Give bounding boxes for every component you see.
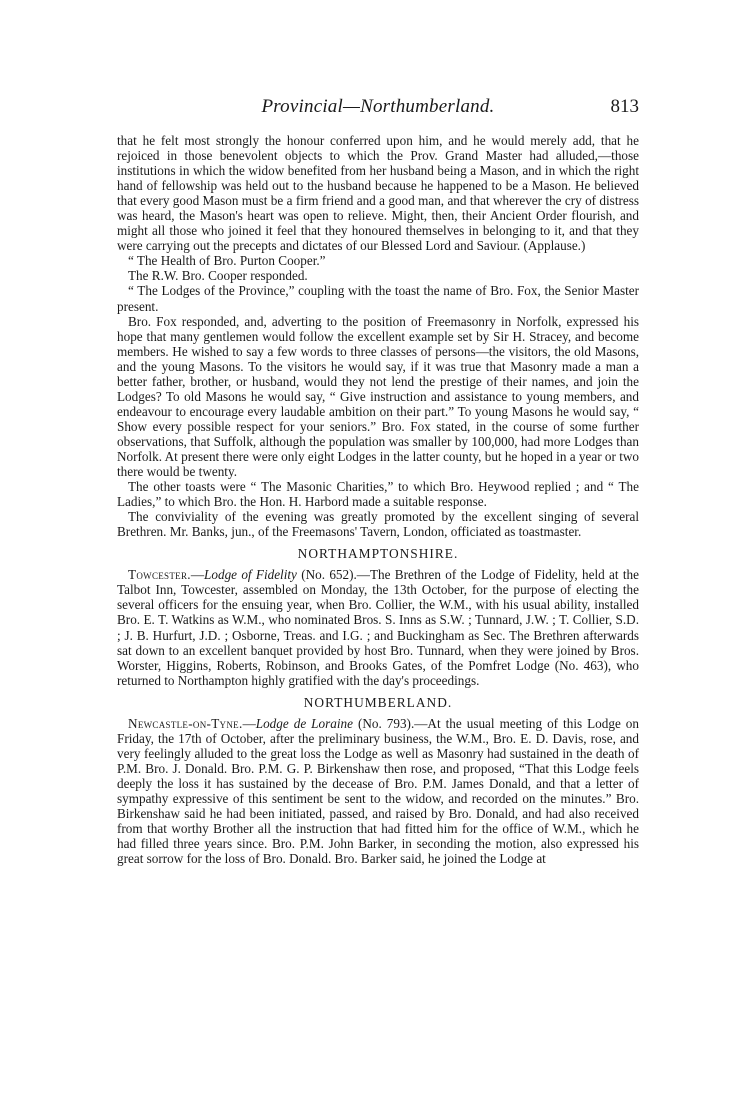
place-name: Towcester. bbox=[128, 567, 191, 583]
section-heading-northumberland: NORTHUMBERLAND. bbox=[303, 694, 453, 710]
paragraph: “ The Health of Bro. Purton Cooper.” bbox=[128, 253, 326, 269]
paragraph: The other toasts were “ The Masonic Charities,” to which Bro. Heywood replied ; and “ The Ladies,” to which Bro. the Hon. H. Harbord made a suitable response. bbox=[117, 479, 639, 510]
page-number: 813 bbox=[610, 96, 639, 117]
lodge-name: Lodge of Fidelity bbox=[204, 567, 297, 583]
paragraph-newcastle: Newcastle-on-Tyne.—Lodge de Loraine (No. 793).—At the usual meeting of this Lodge on Friday, the 17th of October, after the preliminary business, the W.M., Bro. E. D. Davis, rose, and very feelingly alluded to the great loss the Lodge as well as Masonry had sustained in the death of P.M. Bro. J. Donald. Bro. P.M. G. P. Birkenshaw then rose, and proposed, “That this Lodge feels deeply the loss it has sustained by the decease of Bro. P.M. James Donald, and that a letter of sympathy expressive of this sentiment be sent to the widow, and recorded on the minutes.” Bro. Birkenshaw said he had been initiated, passed, and raised by Bro. Donald, and had also received from that worthy Brother all the instruction that had fitted him for the office of W.M., which he had filled three years since. Bro. P.M. John Barker, in seconding the motion, also expressed his great sorrow for the loss of Bro. Donald. Bro. Barker said, he joined the Lodge at bbox=[117, 715, 639, 867]
paragraph: The conviviality of the evening was greatly promoted by the excellent singing of several Brethren. Mr. Banks, jun., of the Freemasons' Tavern, London, officiated as toastmaster. bbox=[117, 509, 639, 540]
paragraph: that he felt most strongly the honour conferred upon him, and he would merely add, that he rejoiced in those benevolent objects to which the Prov. Grand Master had alluded,—those institutions in which the widow benefited from her husband being a Mason, and in which the right hand of fellowship was held out to the husband because he happened to be a Mason. He believed that every good Mason must be a firm friend and a good man, and that wherever the cry of distress was heard, the Mason's heart was open to relieve. Might, then, their Ancient Order flourish, and might all those who joined it feel that they honoured themselves in belonging to it, and that they were carrying out the precepts and dictates of our Blessed Lord and Saviour. (Applause.) bbox=[117, 133, 639, 254]
paragraph-text: (No. 793).—At the usual meeting of this Lodge on Friday, the 17th of October, after the preliminary business, the W.M., Bro. E. D. Davis, rose, and very feelingly alluded to the great loss the Lodge as well as Masonry had sustained in the death of P.M. Bro. J. Donald. Bro. P.M. G. P. Birkenshaw then rose, and proposed, “That this Lodge feels deeply the loss it has sustained by the decease of Bro. P.M. James Donald, and that a letter of sympathy expressive of this sentiment be sent to the widow, and recorded on the minutes.” Bro. Birkenshaw said he had been initiated, passed, and raised by Bro. Donald, and had also received from that worthy Brother all the instruction that had fitted him for the office of W.M., which he had filled three years since. Bro. P.M. John Barker, in seconding the motion, also expressed his great sorrow for the loss of Bro. Donald. Bro. Barker said, he joined the Lodge at bbox=[117, 715, 639, 867]
paragraph: Bro. Fox responded, and, adverting to the position of Freemasonry in Norfolk, expressed his hope that many gentlemen would follow the excellent example set by Sir H. Stracey, and become members. He wished to say a few words to three classes of persons—the visitors, the old Masons, and the young Masons. To the visitors he would say, if it was true that Masonry made a man a better father, brother, or husband, would they not lend the prestige of their names, and join the Lodges? To old Masons he would say, “ Give instruction and assistance to young members, and endeavour to encourage every laudable ambition on their part.” To young Masons he would say, “ Show every possible respect for your seniors.” Bro. Fox stated, in the course of some further observations, that Suffolk, although the population was smaller by 100,000, had more Lodges than Norfolk. At present there were only eight Lodges in the latter county, but he hoped in a year or two there would be twenty. bbox=[117, 313, 639, 480]
paragraph-towcester: Towcester.—Lodge of Fidelity (No. 652).—The Brethren of the Lodge of Fidelity, held at the Talbot Inn, Towcester, assembled on Monday, the 13th October, for the purpose of electing the several officers for the ensuing year, when Bro. Collier, the W.M., with his usual ability, installed Bro. E. T. Watkins as W.M., who nominated Bros. S. Inns as S.W. ; Tunnard, J.W. ; T. Collier, S.D. ; J. B. Hurfurt, J.D. ; Osborne, Treas. and I.G. ; and Buckingham as Sec. The Brethren afterwards sat down to an excellent banquet provided by host Bro. Tunnard, when they were joined by Bros. Worster, Higgins, Roberts, Robinson, and Brooks Gates, of the Pomfret Lodge (No. 463), who returned to Northampton highly gratified with the day's proceedings. bbox=[117, 567, 639, 688]
running-title: Provincial—Northumberland. bbox=[261, 96, 495, 117]
lodge-name: Lodge de Loraine bbox=[255, 715, 353, 731]
section-heading-northamptonshire: NORTHAMPTONSHIRE. bbox=[297, 546, 459, 562]
paragraph: “ The Lodges of the Province,” coupling with the toast the name of Bro. Fox, the Senior Master present. bbox=[117, 283, 639, 314]
article-body bbox=[117, 133, 639, 866]
running-header bbox=[117, 96, 639, 122]
place-name: Newcastle-on-Tyne. bbox=[128, 715, 243, 731]
paragraph-text: (No. 652).—The Brethren of the Lodge of Fidelity, held at the Talbot Inn, Towcester, assembled on Monday, the 13th October, for the purpose of electing the several officers for the ensuing year, when Bro. Collier, the W.M., with his usual ability, installed Bro. E. T. Watkins as W.M., who nominated Bros. S. Inns as S.W. ; Tunnard, J.W. ; T. Collier, S.D. ; J. B. Hurfurt, J.D. ; Osborne, Treas. and I.G. ; and Buckingham as Sec. The Brethren afterwards sat down to an excellent banquet provided by host Bro. Tunnard, when they were joined by Bros. Worster, Higgins, Roberts, Robinson, and Brooks Gates, of the Pomfret Lodge (No. 463), who returned to Northampton highly gratified with the day's proceedings. bbox=[117, 567, 639, 688]
paragraph: The R.W. Bro. Cooper responded. bbox=[128, 268, 308, 284]
